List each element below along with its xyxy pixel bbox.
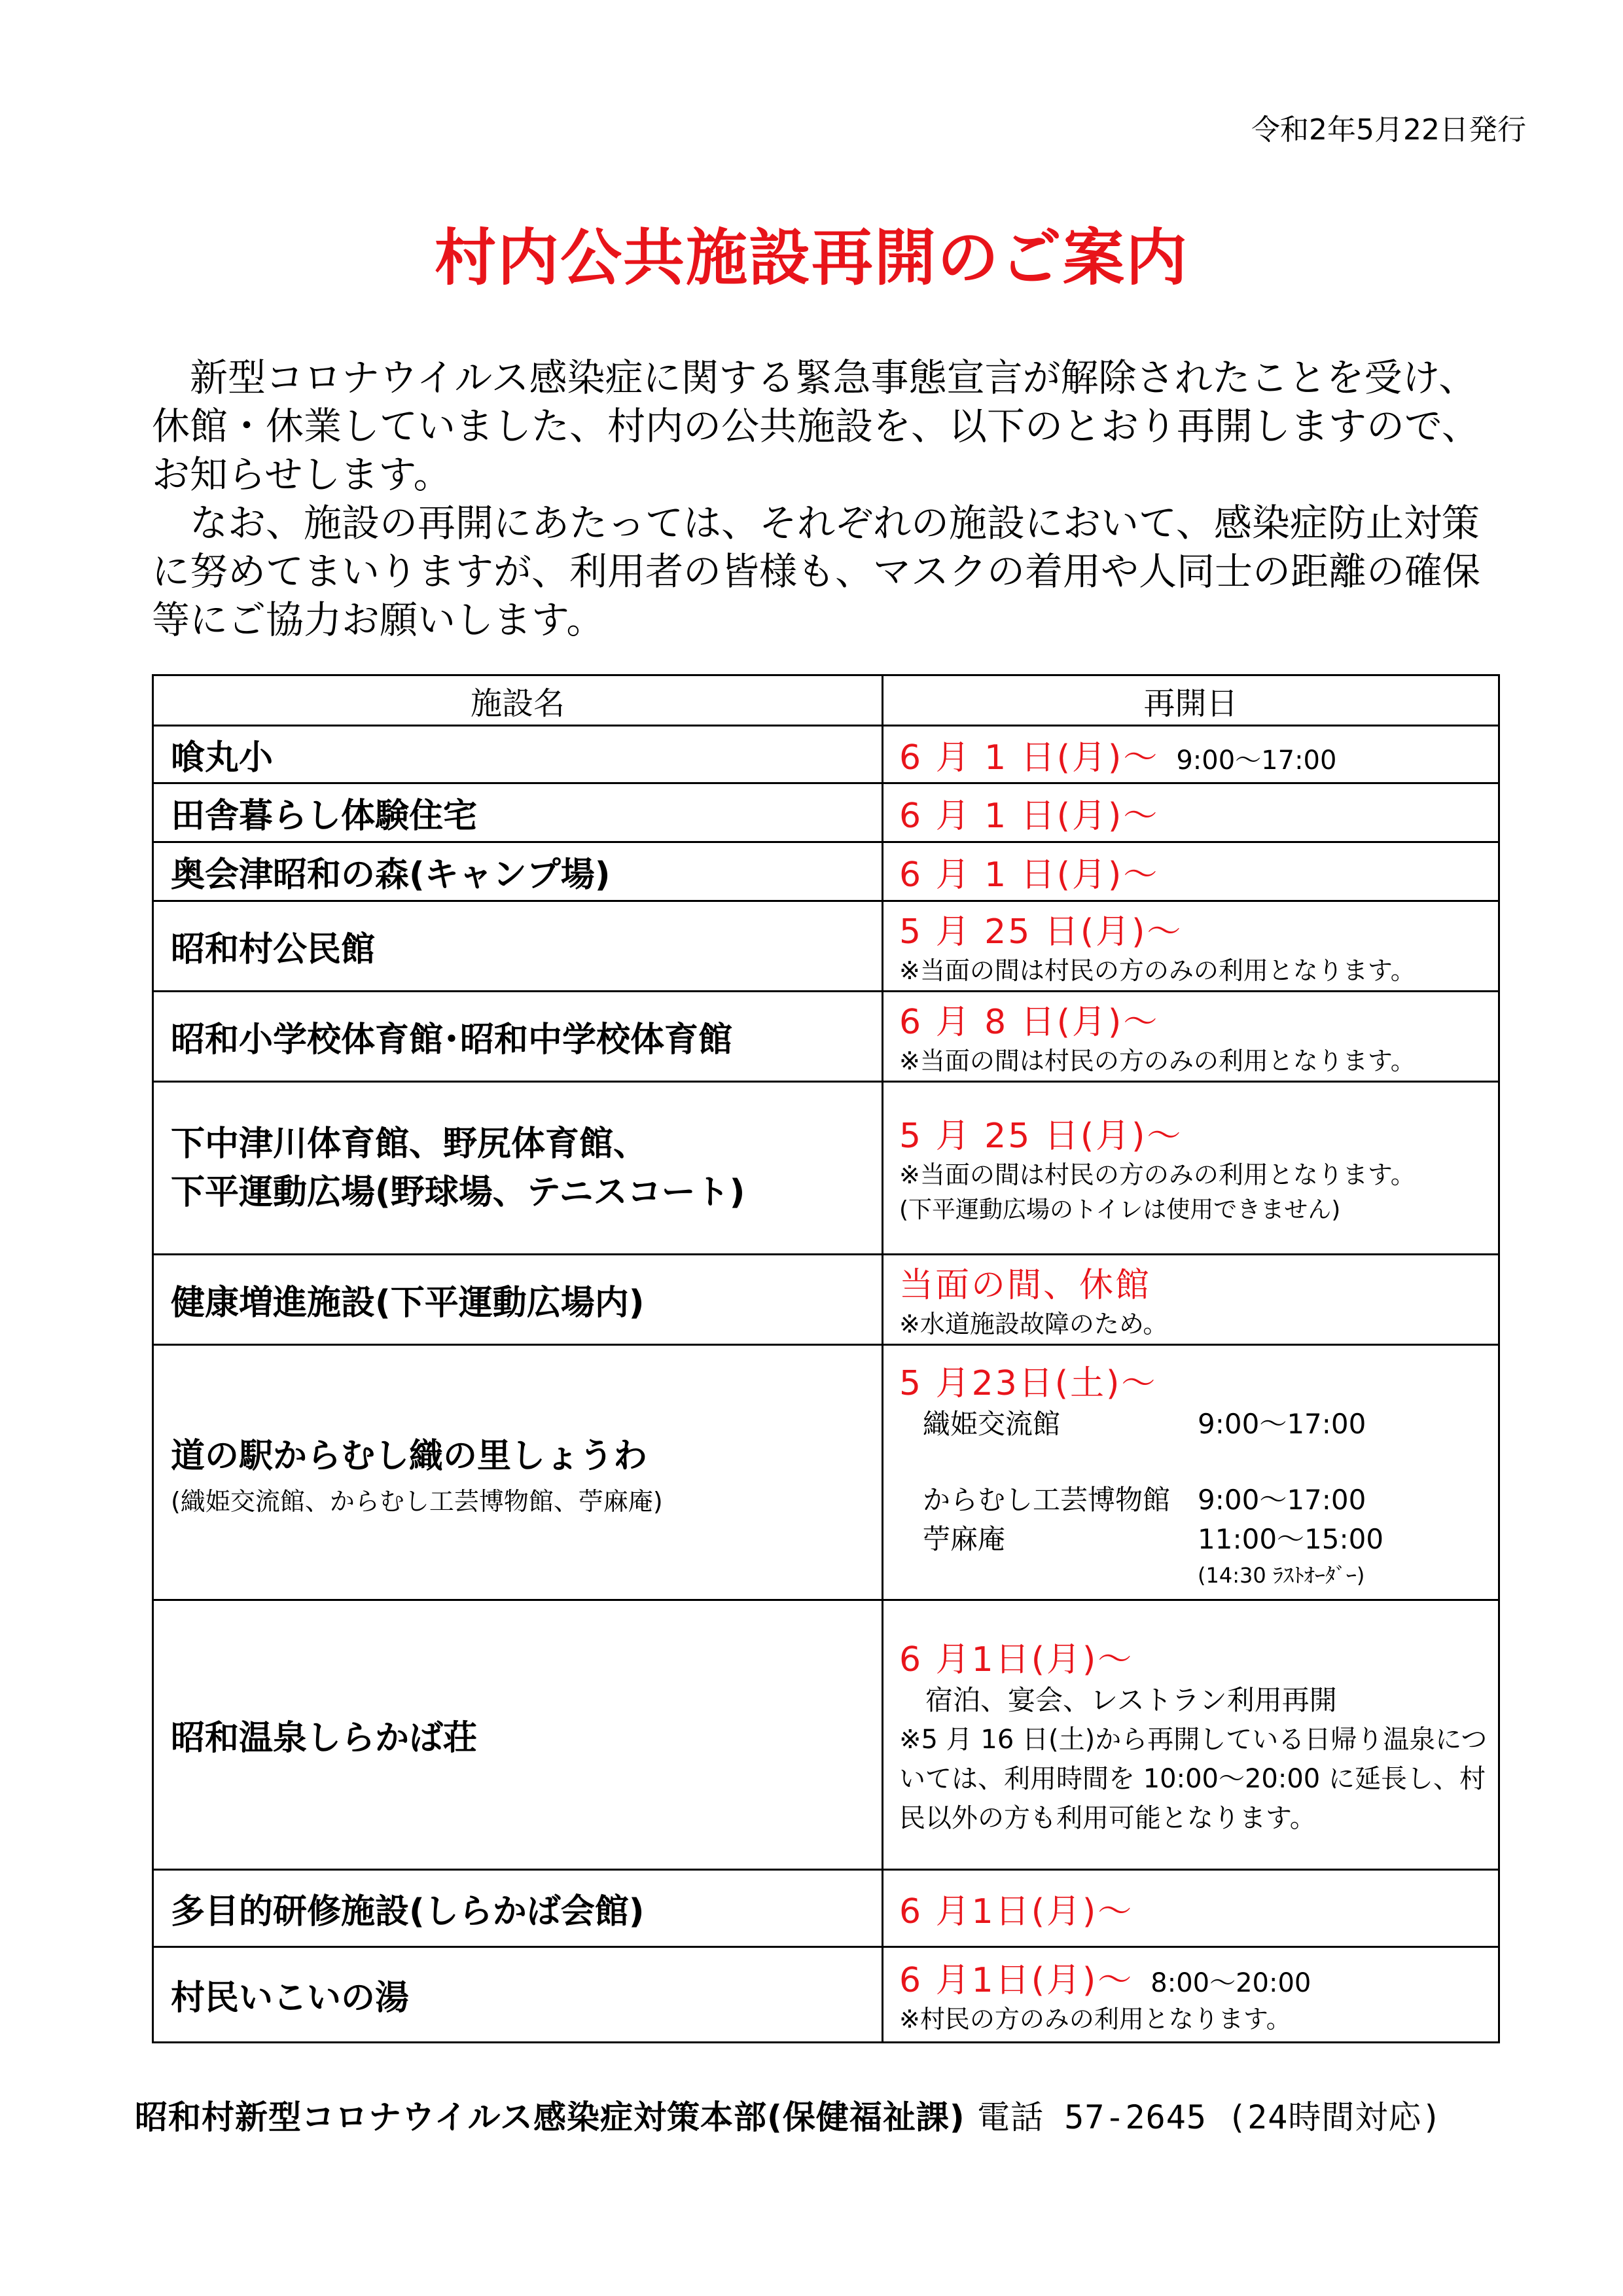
facility-name: 奥会津昭和の森(キャンプ場) — [153, 842, 883, 901]
table-row — [153, 1947, 1499, 2043]
intro-paragraph-1: 新型コロナウイルス感染症に関する緊急事態宣言が解除されたことを受け、休館・休業していました、村内の公共施設を、以下のとおり再開しますので、お知らせします。 — [152, 355, 1480, 497]
reopen-date: 6 月1日(月)～ — [899, 1961, 1134, 2000]
schedule-hours: 11:00～15:00 — [1198, 1523, 1384, 1555]
intro-text — [152, 353, 1500, 644]
facility-name: 昭和温泉しらかば荘 — [153, 1600, 883, 1870]
usage-note: ※当面の間は村民の方のみの利用となります。 — [899, 1160, 1416, 1189]
schedule-hours: 9:00～17:00 — [1198, 1408, 1366, 1440]
facility-name-line-2: 下平運動広場(野球場、テニスコート) — [171, 1172, 745, 1212]
reopen-date: 5 月23日(土)～ — [899, 1364, 1158, 1403]
reopen-date: 6 月 1 日(月)～ — [899, 855, 1160, 895]
table-row — [153, 1870, 1499, 1947]
reopen-cell — [883, 901, 1499, 992]
last-order-note: (14:30 ﾗｽﾄｵｰﾀﾞｰ) — [1198, 1563, 1365, 1588]
reopen-cell — [883, 726, 1499, 783]
facility-name-sub: (織姫交流館、からむし工芸博物館、苧麻庵) — [171, 1486, 663, 1516]
day-spa-note: ※5 月 16 日(土)から再開している日帰り温泉については、利用時間を 10:00～20:00 に延長し、村民以外の方も利用可能となります。 — [899, 1725, 1488, 1833]
facility-name: 多目的研修施設(しらかば会館) — [153, 1870, 883, 1947]
table-row — [153, 842, 1499, 901]
schedule-hours: 9:00～17:00 — [1198, 1484, 1366, 1516]
schedule-place: 織姫交流館 — [923, 1408, 1061, 1440]
reopen-cell — [883, 1870, 1499, 1947]
header-facility-name: 施設名 — [153, 675, 883, 726]
table-row — [153, 726, 1499, 783]
reopen-services: 宿泊、宴会、レストラン利用再開 — [925, 1684, 1337, 1716]
usage-note: ※水道施設故障のため。 — [899, 1310, 1168, 1338]
footer-contact — [135, 2091, 1442, 2138]
facility-name — [153, 1345, 883, 1600]
reopen-date: 5 月 25 日(月)～ — [899, 912, 1183, 952]
facility-name: 村民いこいの湯 — [153, 1947, 883, 2043]
schedule-list — [923, 1405, 1491, 1559]
facility-name: 健康増進施設(下平運動広場内) — [153, 1255, 883, 1345]
facility-name: 田舎暮らし体験住宅 — [153, 783, 883, 842]
opening-hours: 8:00～20:00 — [1150, 1968, 1311, 1998]
intro-paragraph-2: なお、施設の再開にあたっては、それぞれの施設において、感染症防止対策に努めてまいりますが、利用者の皆様も、マスクの着用や人同士の距離の確保等にご協力お願いします。 — [152, 501, 1481, 642]
footer-organization: 昭和村新型コロナウイルス感染症対策本部(保健福祉課) — [135, 2098, 965, 2136]
usage-note: ※当面の間は村民の方のみの利用となります。 — [899, 956, 1416, 985]
header-reopen-date: 再開日 — [883, 675, 1499, 726]
toilet-note: (下平運動広場のトイレは使用できません) — [899, 1196, 1341, 1223]
facility-name-line-1: 下中津川体育館、野尻体育館、 — [171, 1124, 648, 1164]
facility-name: 昭和村公民館 — [153, 901, 883, 992]
usage-note: ※村民の方のみの利用となります。 — [899, 2005, 1291, 2034]
reopen-cell — [883, 1345, 1499, 1600]
facility-table — [152, 674, 1500, 2043]
reopen-date: 当面の間、休館 — [899, 1266, 1152, 1305]
table-row — [153, 1082, 1499, 1255]
opening-hours: 9:00～17:00 — [1176, 745, 1337, 776]
page-title: 村内公共施設再開のご案内 — [434, 223, 1188, 294]
reopen-cell — [883, 783, 1499, 842]
table-row — [153, 901, 1499, 992]
facility-name: 昭和小学校体育館･昭和中学校体育館 — [153, 992, 883, 1082]
reopen-date: 5 月 25 日(月)～ — [899, 1117, 1183, 1156]
table-row — [153, 1600, 1499, 1870]
reopen-cell — [883, 1947, 1499, 2043]
schedule-place: 苧麻庵 — [923, 1523, 1006, 1555]
footer-phone: 電話 57-2645 (24時間対応) — [977, 2098, 1442, 2136]
facility-name: 喰丸小 — [153, 726, 883, 783]
reopen-date: 6 月1日(月)～ — [899, 1640, 1134, 1679]
reopen-cell — [883, 1600, 1499, 1870]
reopen-date: 6 月 1 日(月)～ — [899, 738, 1160, 778]
issue-date: 令和2年5月22日発行 — [1251, 113, 1526, 147]
facility-name — [153, 1082, 883, 1255]
reopen-cell — [883, 1255, 1499, 1345]
reopen-date: 6 月 1 日(月)～ — [899, 797, 1160, 836]
table-row — [153, 1345, 1499, 1600]
reopen-date: 6 月1日(月)～ — [899, 1892, 1134, 1931]
usage-note: ※当面の間は村民の方のみの利用となります。 — [899, 1047, 1416, 1075]
reopen-cell — [883, 992, 1499, 1082]
reopen-date: 6 月 8 日(月)～ — [899, 1003, 1160, 1042]
table-row — [153, 1255, 1499, 1345]
schedule-place: からむし工芸博物館 — [923, 1484, 1171, 1516]
table-row — [153, 992, 1499, 1082]
reopen-cell — [883, 842, 1499, 901]
reopen-cell — [883, 1082, 1499, 1255]
table-row — [153, 783, 1499, 842]
table-header-row — [153, 675, 1499, 726]
facility-name-main: 道の駅からむし織の里しょうわ — [171, 1436, 648, 1476]
